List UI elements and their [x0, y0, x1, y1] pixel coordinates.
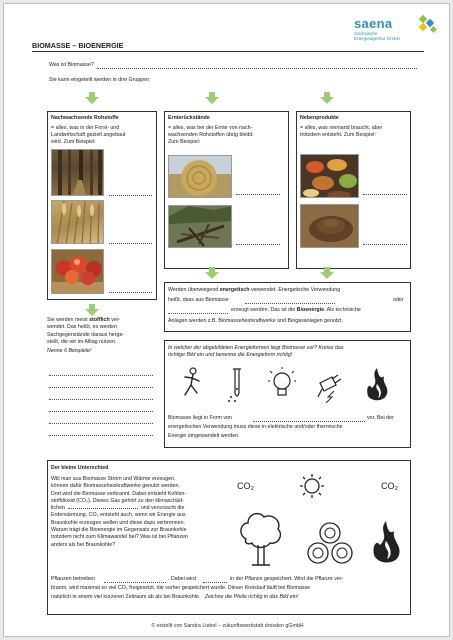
answer-line[interactable] — [49, 375, 153, 376]
tree-icon — [238, 509, 284, 567]
box-ernterueckstaende — [164, 111, 289, 269]
flame-icon — [368, 519, 404, 567]
col1-text: Landwirtschaft gezielt angebaut — [51, 132, 126, 138]
logging-residue-photo — [168, 205, 232, 248]
bottom-text: brannt, wird maximal so viel CO₂ freigesetzt, die vorher gespeichert wurde. Dieser Kreislauf läuft bei Biomasse — [51, 585, 311, 591]
straw-bale-photo — [168, 155, 232, 198]
wheat-photo — [51, 200, 104, 244]
stofflich-section: Sie werden meist stofflich ver- wendet. Das heißt, es werden Sachgegenstände daraus herge- stellt, die wir im Alltag nutzen. Nenne 6 Beispiele! — [47, 317, 157, 355]
box-nachwachsende-rohstoffe — [47, 111, 157, 300]
biomasse-form-label: Biomasse liegt in Form von — [168, 415, 232, 421]
answer-line[interactable] — [49, 411, 153, 412]
answer-line[interactable] — [109, 292, 152, 293]
logo-sub2: Energieagentur GmbH — [354, 36, 400, 41]
footer-credit: © erstellt von Sandra Liebel – zukunftswerkstatt dresden gGmbH — [151, 623, 304, 629]
logo-name: saena — [354, 16, 393, 31]
col3-title: Nebenprodukte — [300, 115, 339, 121]
answer-line[interactable] — [168, 313, 228, 314]
answer-line[interactable] — [363, 244, 407, 245]
logo-sub1: Sächsische — [354, 31, 378, 36]
box-energetisch: Werden überwiegend energetisch verwendet. Energetische Verwendung heißt, dass aus Biomasse oder erzeugt werden. Das ist die Bioenergie. Als technische Anlagen werden z.B. Biomasseheizkraftwerke und Biogasanlagen genutzt. — [164, 282, 411, 332]
sun-icon — [294, 471, 330, 501]
answer-line[interactable] — [236, 244, 280, 245]
bottom-text: Pflanzen betreiben — [51, 576, 96, 582]
task-arrows: Zeichne die Pfeile richtig in das Bild ein! — [204, 594, 299, 600]
forest-photo — [51, 149, 104, 196]
answer-line[interactable] — [245, 303, 335, 304]
answer-line[interactable] — [104, 582, 166, 583]
down-arrow-icon — [320, 92, 334, 104]
col1-title: Nachwachsende Rohstoffe — [51, 115, 119, 121]
col2-title: Ernterückstände — [168, 115, 210, 121]
manure-photo — [300, 204, 359, 248]
biomasse-form-text: Energie umgewandelt werden. — [168, 433, 240, 439]
logs-icon — [305, 519, 357, 567]
co2-label: CO₂ — [381, 481, 398, 491]
running-person-icon[interactable] — [179, 367, 205, 403]
answer-line[interactable] — [109, 243, 152, 244]
task-energieform: In welcher der abgebildeten Energieformen liegt Biomasse vor? Kreise das — [168, 345, 344, 351]
col2-text: Zum Beispiel: — [168, 139, 201, 145]
food-waste-photo — [300, 154, 359, 198]
saena-logo — [354, 14, 444, 46]
question-biomasse: Was ist Biomasse? — [49, 62, 94, 68]
fire-icon[interactable] — [362, 366, 392, 404]
col3-text: trotzdem entsteht. Zum Beispiel: — [300, 132, 376, 138]
down-arrow-icon — [320, 267, 334, 279]
col1-text: = alles, was in der Forst- und — [51, 125, 120, 131]
col1-text: wird. Zum Beispiel: — [51, 139, 96, 145]
down-arrow-icon — [205, 267, 219, 279]
box-nebenprodukte — [296, 111, 411, 269]
down-arrow-icon — [85, 304, 99, 316]
answer-line[interactable] — [49, 423, 153, 424]
apples-photo — [51, 249, 104, 294]
light-bulb-icon[interactable] — [268, 367, 296, 403]
answer-line[interactable] — [49, 387, 153, 388]
answer-line[interactable] — [363, 194, 407, 195]
box-energieformen: In welcher der abgebildeten Energieformen liegt Biomasse vor? Kreise das richtige Bild ein und benenne die Energieform richtig! Biomasse liegt in Form von vor. Bei der energetischen Verwendung muss diese in elektrische und/oder thermische Energie umgewandelt werden. — [164, 340, 411, 448]
answer-line[interactable] — [97, 68, 417, 69]
test-tube-icon[interactable] — [225, 367, 249, 403]
answer-line[interactable] — [49, 399, 153, 400]
down-arrow-icon — [85, 92, 99, 104]
box-kleiner-unterschied: Der kleine Unterschied Will man aus Biomasse Strom und Wärme erzeugen, können dafür Biomasseheizkraftwerke genutzt werden. Dort wird die Biomasse verbrannt. Dabei entsteht Kohlen- stoffdioxid (CO₂). Dieses Gas gehört zu den klimaschäd- lichen und verursacht die Erderwärmung. CO₂ entsteht auch, wenn wir Energie aus Braunkohle erzeugen wollen und diese dazu verbrennen. Warum trägt die Bioenergie im Gegensatz zur Braunkohle trotzdem nicht zum Klimawandel bei? Was ist bei Pflanzen anders als bei Braunkohle? CO₂ CO₂ Pflanzen betreiben . Dabei wird in der Pflanze gespeichert. Wird die Pflanze ver- brannt, wird maximal so viel CO₂ freigesetzt, die vorher gespeichert wurde. Dieser Kreislauf läuft bei Biomasse natürlich in einem viel kürzeren Zeitraum ab als bei Braunkohle. Zeichne die Pfeile richtig in das Bild ein! — [47, 460, 411, 615]
title-rule — [32, 51, 424, 52]
co2-label: CO₂ — [237, 481, 254, 491]
answer-line[interactable] — [109, 195, 152, 196]
biomasse-form-text: energetischen Verwendung muss diese in elektrische und/oder thermische — [168, 424, 343, 430]
answer-line[interactable] — [49, 435, 153, 436]
bottom-text: . Dabei wird — [168, 576, 196, 582]
answer-line[interactable] — [203, 582, 227, 583]
logo-mark-icon — [412, 14, 440, 38]
col2-text: wachsenden Rohstoffen übrig bleibt. — [168, 132, 254, 138]
bottom-text: in der Pflanze gespeichert. Wird die Pflanze ver- — [230, 576, 344, 582]
task-six-examples: Nenne 6 Beispiele! — [47, 348, 92, 355]
section-title: Der kleine Unterschied — [51, 465, 109, 471]
biomasse-form-text: vor. Bei der — [367, 415, 394, 421]
groups-line: Sie kann eingeteilt werden in drei Gruppen: — [49, 77, 151, 83]
answer-line[interactable] — [236, 194, 280, 195]
answer-line[interactable] — [253, 421, 365, 422]
power-plug-icon[interactable] — [314, 367, 344, 403]
col2-text: = alles, was bei der Ernte von nach- — [168, 125, 253, 131]
page-title: BIOMASSE – BIOENERGIE — [32, 41, 124, 50]
unterschied-paragraph: Will man aus Biomasse Strom und Wärme erzeugen, können dafür Biomasseheizkraftwerke genutzt werden. Dort wird die Biomasse verbrannt. Dabei entsteht Kohlen- stoffdioxid (CO₂). Dieses Gas gehört zu den klimaschäd- lichen und verursacht die Erderwärmung. CO₂ entsteht auch, wenn wir Energie aus Braunkohle erzeugen wollen und diese dazu verbrennen. Warum trägt die Bioenergie im Gegensatz zur Braunkohle trotzdem nicht zum Klimawandel bei? Was ist bei Pflanzen anders als bei Braunkohle? — [51, 476, 188, 548]
worksheet-page — [3, 3, 450, 637]
col3-text: = alles, was niemand braucht, aber — [300, 125, 383, 131]
down-arrow-icon — [205, 92, 219, 104]
